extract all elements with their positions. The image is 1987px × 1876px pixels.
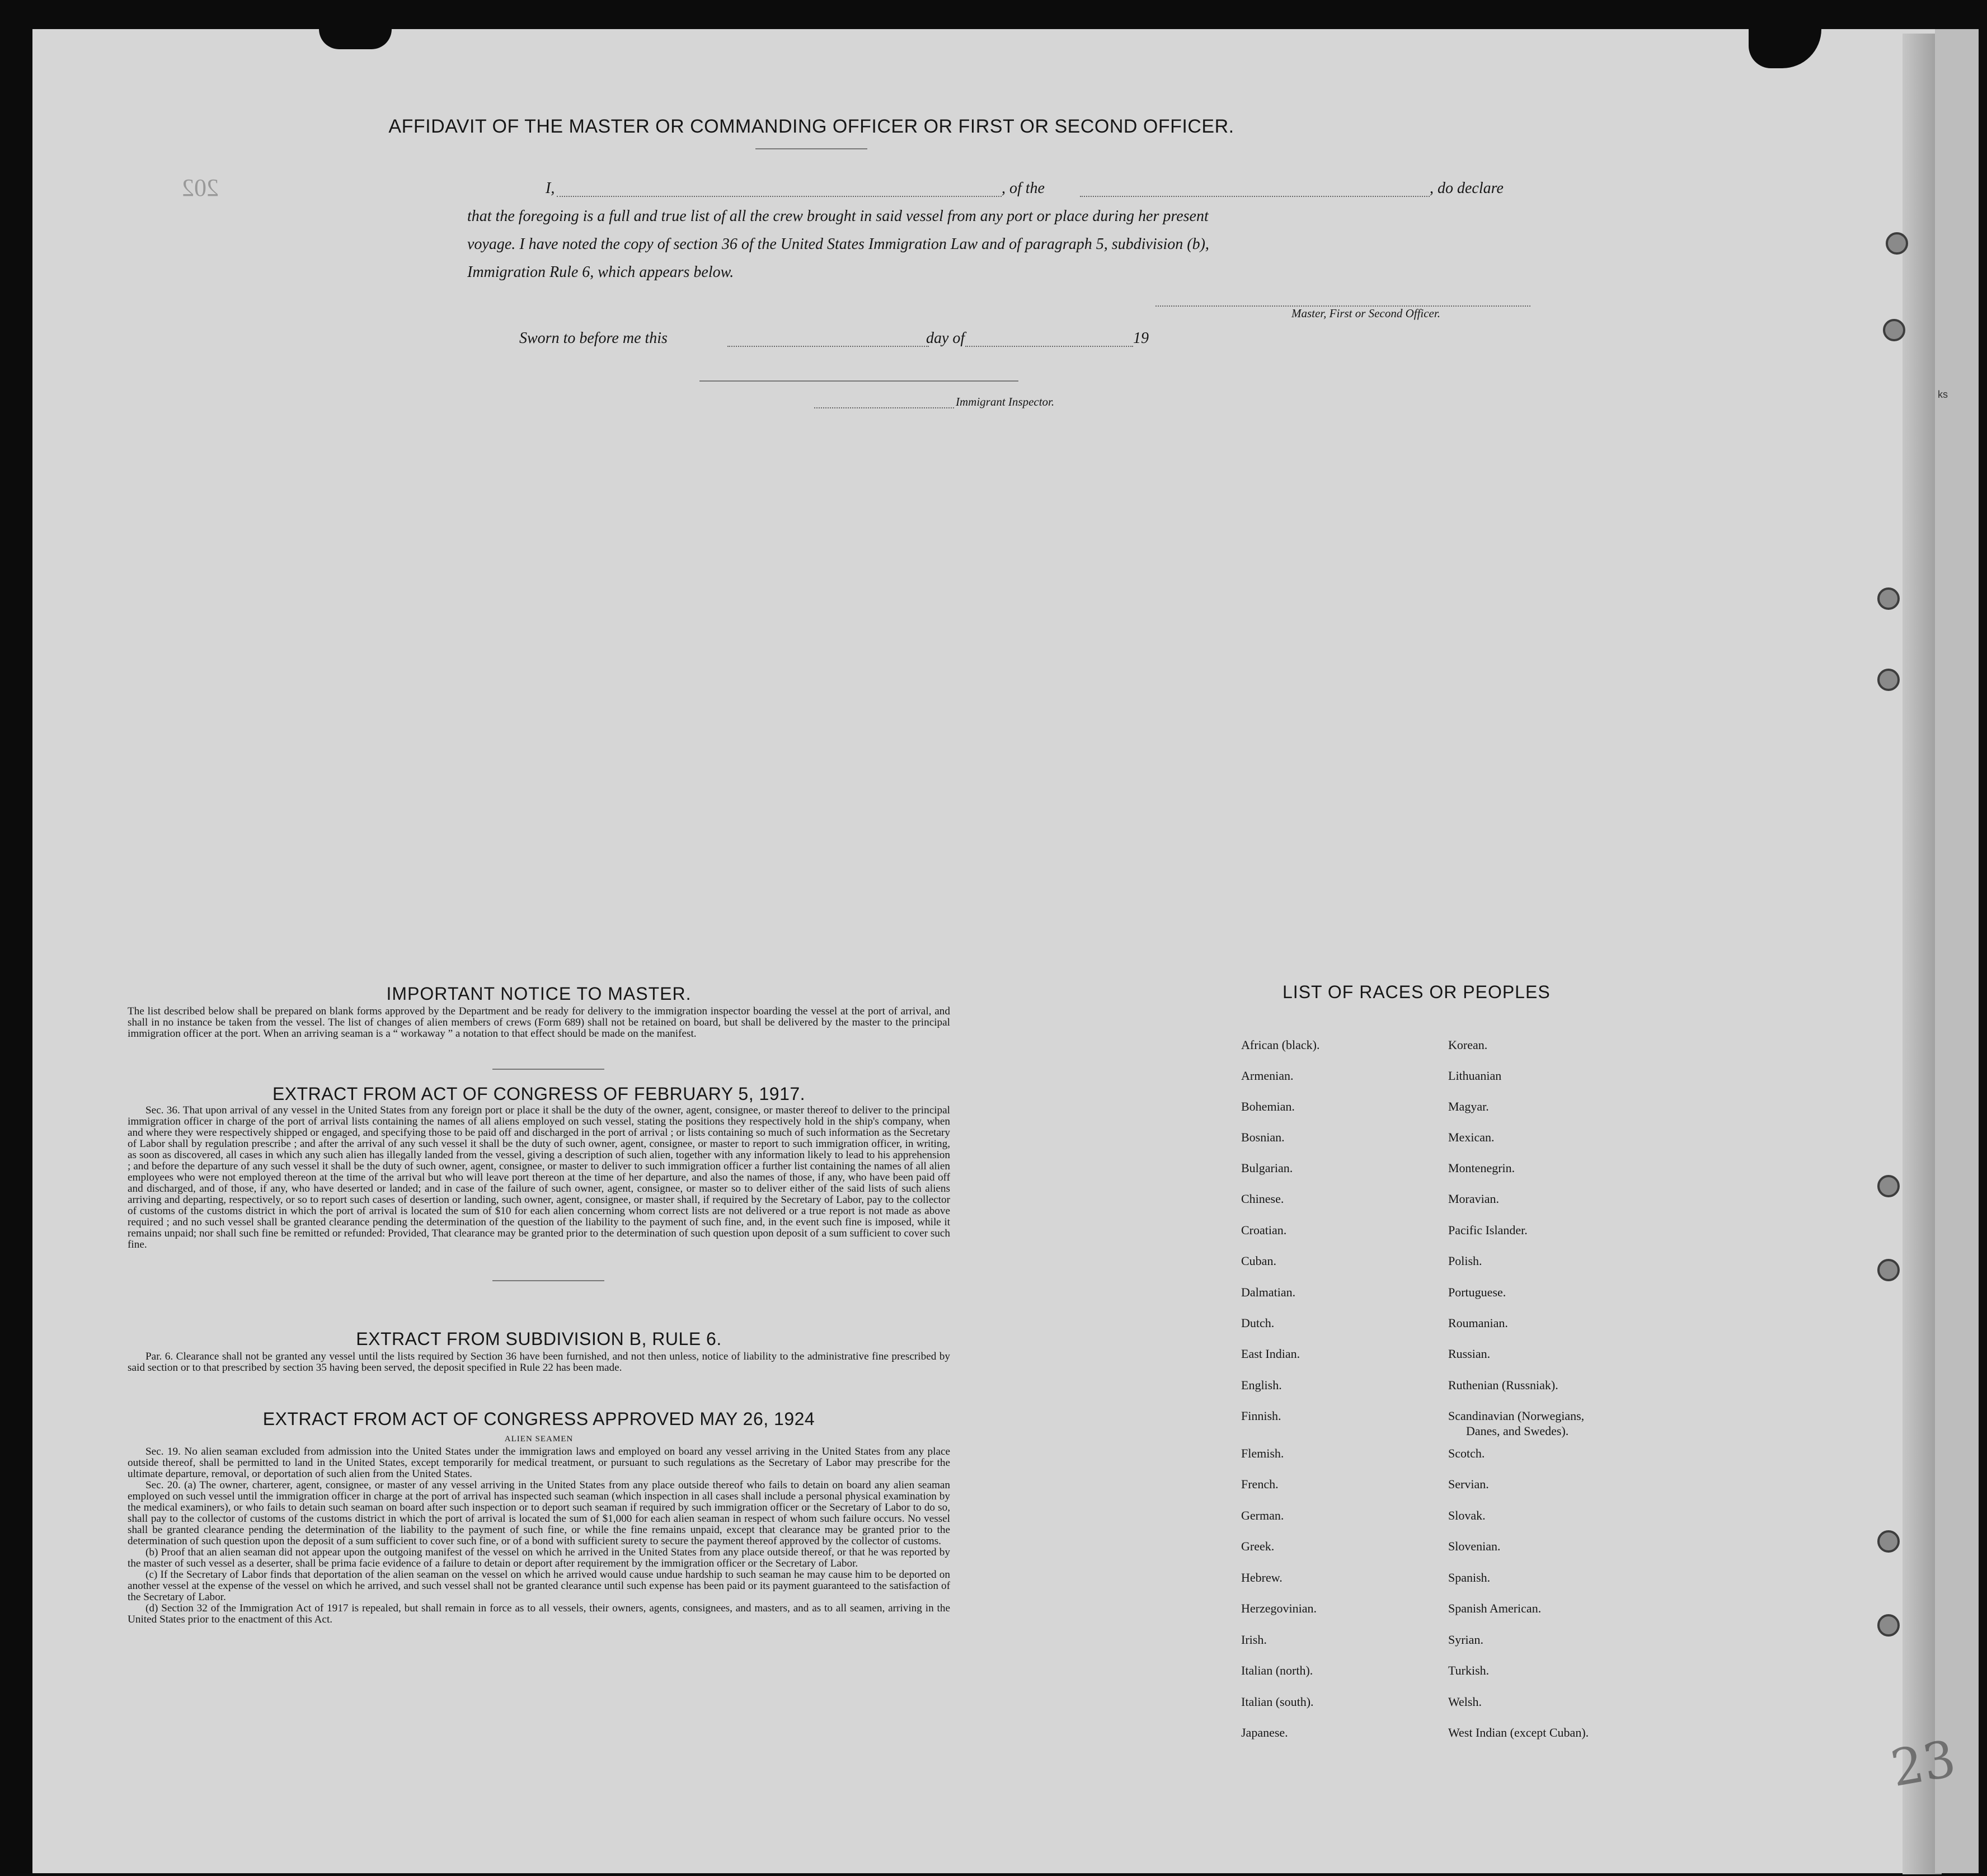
handwritten-mark: 23: [1886, 1729, 1960, 1799]
par-6-paragraph: Par. 6. Clearance shall not be granted any vessel until the lists required by Section 36 have been furnished, and not then unless, notice of liability to the administrative fine prescribed by said section or to that prescribed by section 35 having been served, the deposit specified in Rule 22 has been made.: [128, 1351, 950, 1374]
punch-hole: [1886, 232, 1908, 255]
sec-20d-paragraph: (d) Section 32 of the Immigration Act of 1917 is repealed, but shall remain in force as to all vessels, their owners, agents, consignees, and masters, and as to all seamen, arriving in the United States prior to the enactment of this Act.: [128, 1602, 950, 1625]
race-item: Irish.: [1241, 1633, 1267, 1647]
extract-1917-title: EXTRACT FROM ACT OF CONGRESS OF FEBRUARY 5, 1917.: [272, 1084, 806, 1104]
race-item: Spanish.: [1448, 1571, 1491, 1585]
punch-hole: [1877, 587, 1900, 610]
punch-hole: [1877, 1530, 1900, 1553]
punch-hole: [1877, 1175, 1900, 1197]
race-item: Flemish.: [1241, 1446, 1284, 1460]
affidavit-body-2: voyage. I have noted the copy of section 36 of the United States Immigration Law and of paragraph 5, subdivision (b),: [467, 236, 1209, 253]
race-item: East Indian.: [1241, 1347, 1300, 1361]
race-item: Spanish American.: [1448, 1601, 1542, 1615]
divider: [492, 1069, 604, 1070]
affidavit-line1-mid: , of the: [1002, 180, 1045, 197]
race-item: Dalmatian.: [1241, 1285, 1296, 1299]
punch-hole: [1877, 669, 1900, 691]
race-item: Italian (north).: [1241, 1663, 1313, 1677]
race-item: Japanese.: [1241, 1725, 1288, 1739]
divider: [699, 380, 1018, 382]
race-item: Slovak.: [1448, 1508, 1486, 1522]
extract-rule6-text: [128, 1351, 950, 1374]
race-item: Chinese.: [1241, 1192, 1284, 1206]
race-item: Bohemian.: [1241, 1099, 1295, 1113]
race-item: Pacific Islander.: [1448, 1223, 1528, 1237]
punch-hole: [1883, 319, 1905, 341]
extract-1924-title: EXTRACT FROM ACT OF CONGRESS APPROVED MAY 26, 1924: [262, 1409, 815, 1429]
race-item: Roumanian.: [1448, 1316, 1508, 1330]
race-item: Portuguese.: [1448, 1285, 1506, 1299]
race-item: Scandinavian (Norwegians,: [1448, 1409, 1585, 1423]
race-item: Armenian.: [1241, 1069, 1294, 1083]
affidavit-title: AFFIDAVIT OF THE MASTER OR COMMANDING OFFICER OR FIRST OR SECOND OFFICER.: [388, 116, 1234, 137]
race-item: Montenegrin.: [1448, 1161, 1515, 1175]
mirrored-page-number: 202: [182, 174, 219, 201]
race-item: Polish.: [1448, 1254, 1482, 1268]
divider: [755, 148, 867, 149]
race-item: Moravian.: [1448, 1192, 1500, 1206]
master-label: Master, First or Second Officer.: [1291, 307, 1440, 320]
inspector-blank: [814, 407, 954, 408]
race-item: Servian.: [1448, 1477, 1489, 1491]
alien-seamen-subtitle: ALIEN SEAMEN: [504, 1435, 574, 1444]
sec-20b-paragraph: (b) Proof that an alien seaman did not appear upon the outgoing manifest of the vessel on which he arrived in the United States from any place outside thereof, or that he was reported by the master of such vessel as a deserter, shall be prima facie evidence of a failure to detain or deport after requirement by the immigration officer or the Secretary of Labor.: [128, 1546, 950, 1569]
race-item: Dutch.: [1241, 1316, 1275, 1330]
affidavit-body-3: Immigration Rule 6, which appears below.: [467, 264, 734, 281]
race-item: Welsh.: [1448, 1695, 1482, 1709]
race-item: Mexican.: [1448, 1130, 1495, 1144]
race-item: Korean.: [1448, 1038, 1488, 1052]
name-blank: [557, 196, 1002, 197]
divider: [492, 1280, 604, 1281]
month-blank: [965, 346, 1133, 347]
vessel-blank: [1080, 196, 1430, 197]
extract-1924-text: [128, 1446, 950, 1625]
sworn-year: 19: [1133, 330, 1149, 347]
race-item: English.: [1241, 1378, 1282, 1392]
race-item: Italian (south).: [1241, 1695, 1314, 1709]
races-title: LIST OF RACES OR PEOPLES: [1283, 982, 1551, 1002]
extract-1917-text: [128, 1105, 950, 1250]
race-item: Finnish.: [1241, 1409, 1281, 1423]
sec-20c-paragraph: (c) If the Secretary of Labor finds that deportation of the alien seaman on the vessel on which he arrived would cause undue hardship to such seaman he may cause him to be deported on another vessel at the expense of the vessel on which he arrived, and such vessel shall not be granted clearance until such expense has been paid or its payment guaranteed to the satisfaction of the Secretary of Labor.: [128, 1569, 950, 1603]
race-item: Greek.: [1241, 1539, 1275, 1553]
race-item: Ruthenian (Russniak).: [1448, 1378, 1558, 1392]
affidavit-body-1: that the foregoing is a full and true list of all the crew brought in said vessel from any port or place during her present: [467, 208, 1209, 225]
punch-hole: [1877, 1614, 1900, 1637]
race-item: Croatian.: [1241, 1223, 1287, 1237]
race-item: Hebrew.: [1241, 1571, 1283, 1585]
race-item: Bosnian.: [1241, 1130, 1285, 1144]
race-item: Herzegovinian.: [1241, 1601, 1317, 1615]
race-item: Magyar.: [1448, 1099, 1489, 1113]
race-item: Bulgarian.: [1241, 1161, 1293, 1175]
top-tear: [319, 29, 392, 49]
day-blank: [727, 346, 929, 347]
adjacent-page-edge: [1935, 29, 1979, 1873]
edge-text: ks: [1938, 389, 1948, 400]
sec-19-paragraph: Sec. 19. No alien seaman excluded from admission into the United States under the immigration laws and employed on board any vessel arriving in the United States from any place outside thereof, shall be permitted to land in the United States, except temporarily for medical treatment, or pursuant to such regulations as the Secretary of Labor may prescribe for the ultimate departure, removal, or deportation of such alien from the United States.: [128, 1446, 950, 1480]
race-item: German.: [1241, 1508, 1284, 1522]
race-item: Lithuanian: [1448, 1069, 1502, 1083]
notice-text: The list described below shall be prepared on blank forms approved by the Department and be ready for delivery to the immigration inspector boarding the vessel at the port of arrival, and shall in no instance be taken from the vessel. The list of changes of alien members of crews (Form 689) shall not be retained on board, but shall be delivered by the master to the principal immigration officer at the port. When an arriving seaman is a “ workaway ” a notation to that effect should be made on the manifest.: [128, 1005, 950, 1040]
race-item: Russian.: [1448, 1347, 1491, 1361]
affidavit-line1-start: I,: [546, 180, 555, 197]
race-item: West Indian (except Cuban).: [1448, 1725, 1589, 1739]
race-item: Cuban.: [1241, 1254, 1276, 1268]
race-item: Danes, and Swedes).: [1466, 1424, 1569, 1438]
race-item: Slovenian.: [1448, 1539, 1501, 1553]
section-36-paragraph: Sec. 36. That upon arrival of any vessel in the United States from any foreign port or place it shall be the duty of the owner, agent, consignee, or master thereof to deliver to the principal immigration officer in charge of the port of arrival lists containing the names of all aliens employed on such vessel, stating the positions they respectively hold in the ship's company, when and where they were respectively shipped or engaged, and specifying those to be paid off and discharged in the port of arrival ; or lists containing so much of such information as the Secretary of Labor shall by regulation prescribe ; and after the arrival of any such vessel it shall be the duty of such owner, agent, consignee, or master to report to such immigration officer, in writing, as soon as discovered, all cases in which any such alien has illegally landed from the vessel, giving a description of such alien, together with any information likely to lead to his apprehension ; and before the departure of any such vessel it shall be the duty of such owner, agent, consignee, or master to deliver to such immigration officer a further list containing the names of all alien employees who were not employed thereon at the time of the arrival but who will leave port thereon at the time of her departure, and also the names of those, if any, who have been paid off and discharged, and of those, if any, who have deserted or landed; and in case of the failure of such owner, agent, consignee, or master so to deliver either of the said lists of such aliens arriving and departing, respectively, or so to report such cases of desertion or landing, such owner, agent, consignee, or master shall, if required by the Secretary of Labor, pay to the collector of customs of the customs district in which the port of arrival is located the sum of $10 for each alien concerning whom correct lists are not delivered or a true report is not made as above required ; and no such vessel shall be granted clearance pending the determination of the question of the liability to the payment of such fine, and, in the event such fine is imposed, while it remains unpaid; nor shall such fine be remitted or refunded: Provided, That clearance may be granted prior to the determination of such question upon deposit of a sum sufficient to cover such fine.: [128, 1104, 950, 1250]
race-item: French.: [1241, 1477, 1279, 1491]
sec-20a-paragraph: Sec. 20. (a) The owner, charterer, agent, consignee, or master of any vessel arriving in the United States from any place outside thereof who fails to detain on board any alien seaman employed on such vessel until the immigration officer in charge at the port of arrival has inspected such seaman (which inspection in all cases shall include a personal physical examination by the medical examiners), or who fails to detain such seaman on board after such inspection or to deport such seaman if required by such immigration officer or the Secretary of Labor to do so, shall pay to the collector of customs of the customs district in which the port of arrival is located the sum of $1,000 for each alien seaman in respect of whom such failure occurs. No vessel shall be granted clearance pending the determination of the liability to the payment of such fine, or while the fine remains unpaid, except that clearance may be granted prior to the determination of such question upon the deposit of a sum sufficient to cover such fine, or of a bond with sufficient surety to secure the payment thereof approved by the collector of customs.: [128, 1479, 950, 1547]
sworn-day-of: day of: [926, 330, 965, 347]
sworn-text: Sworn to before me this: [519, 330, 668, 347]
affidavit-line1-end: , do declare: [1430, 180, 1504, 197]
race-item: Turkish.: [1448, 1663, 1490, 1677]
race-item: Syrian.: [1448, 1633, 1483, 1647]
notice-title: IMPORTANT NOTICE TO MASTER.: [386, 984, 692, 1004]
race-item: Scotch.: [1448, 1446, 1485, 1460]
race-item: African (black).: [1241, 1038, 1320, 1052]
punch-hole: [1877, 1259, 1900, 1281]
extract-rule6-title: EXTRACT FROM SUBDIVISION B, RULE 6.: [356, 1329, 722, 1349]
inspector-label: Immigrant Inspector.: [956, 395, 1055, 408]
